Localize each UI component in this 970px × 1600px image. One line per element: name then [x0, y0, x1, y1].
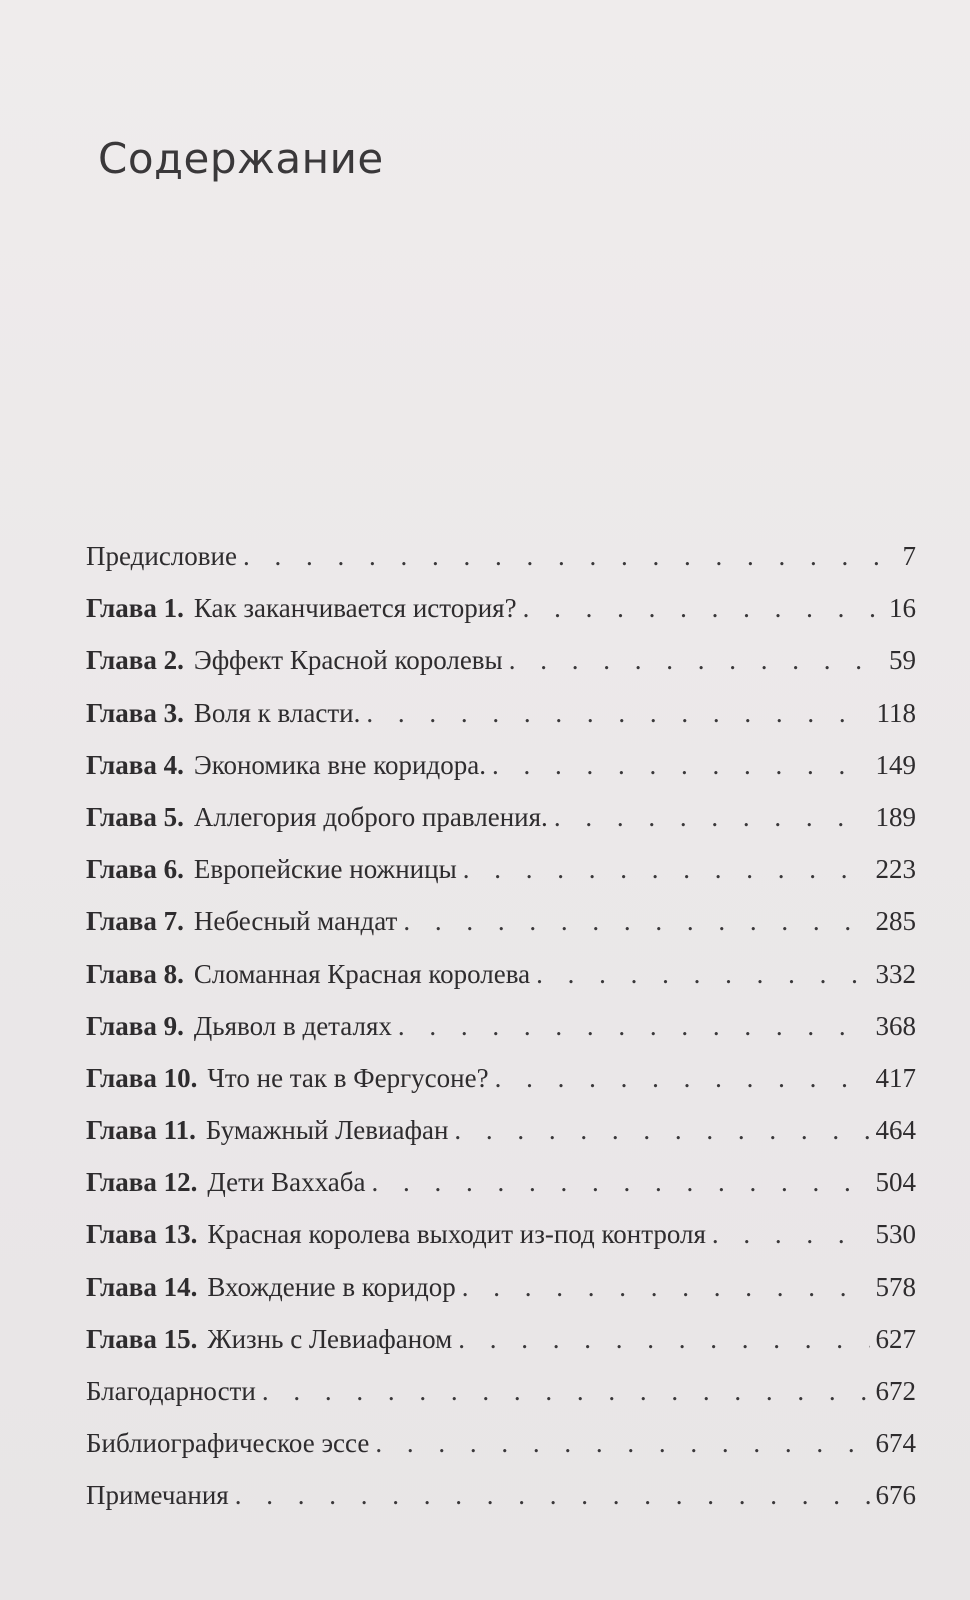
entry-title: Бумажный Левиафан	[205, 1115, 449, 1146]
toc-entry	[86, 849, 916, 901]
toc-entry	[86, 1162, 916, 1214]
toc-entry	[86, 1214, 916, 1266]
dot-leader	[403, 901, 869, 941]
toc-entry	[86, 640, 916, 692]
chapter-number: Глава 9.	[86, 1010, 184, 1041]
dot-leader	[463, 849, 870, 889]
page-number: 578	[875, 1271, 916, 1302]
dot-leader	[495, 1058, 870, 1098]
page-title: Содержание	[98, 134, 384, 183]
page-number: 676	[875, 1480, 916, 1511]
entry-title: Предисловие	[86, 541, 237, 571]
dot-leader	[554, 797, 870, 837]
chapter-number: Глава 4.	[86, 749, 184, 780]
dot-leader	[366, 693, 870, 733]
chapter-number: Глава 13.	[86, 1219, 198, 1250]
page-number: 59	[889, 645, 916, 676]
entry-title: Европейские ножницы	[193, 854, 457, 885]
toc-entry	[86, 1319, 916, 1371]
page-number: 627	[875, 1323, 916, 1354]
chapter-number: Глава 10.	[86, 1062, 198, 1093]
chapter-number: Глава 8.	[86, 958, 184, 989]
chapter-number: Глава 5.	[86, 801, 184, 832]
dot-leader	[536, 954, 869, 994]
page-number: 7	[902, 541, 916, 571]
toc-entry	[86, 1267, 916, 1319]
page-number: 672	[875, 1376, 916, 1406]
dot-leader	[371, 1162, 869, 1202]
page-number: 417	[875, 1062, 916, 1093]
page-number: 118	[876, 697, 916, 728]
toc-entry	[86, 745, 916, 797]
dot-leader	[712, 1214, 870, 1254]
entry-title: Небесный мандат	[193, 906, 398, 937]
toc-entry	[86, 1110, 916, 1162]
toc-entry	[86, 901, 916, 953]
entry-title: Эффект Красной королевы	[193, 645, 503, 676]
dot-leader	[523, 588, 880, 628]
toc-entry	[86, 1475, 916, 1527]
page-number: 223	[875, 854, 916, 885]
entry-title: Красная королева выходит из-под контроля	[207, 1219, 706, 1250]
table-of-contents	[86, 536, 916, 1528]
entry-title: Дьявол в деталях	[193, 1010, 392, 1041]
dot-leader	[243, 536, 880, 576]
chapter-number: Глава 1.	[86, 593, 184, 624]
entry-title: Дети Ваххаба	[207, 1167, 366, 1198]
page-number: 674	[875, 1428, 916, 1459]
toc-entry	[86, 797, 916, 849]
entry-title: Вхождение в коридор	[207, 1271, 456, 1302]
dot-leader	[262, 1371, 870, 1411]
entry-title: Сломанная Красная королева	[193, 958, 531, 989]
chapter-number: Глава 7.	[86, 906, 184, 937]
entry-title: Библиографическое эссе	[86, 1428, 370, 1459]
dot-leader	[398, 1006, 870, 1046]
toc-entry	[86, 1371, 916, 1423]
page-number: 285	[875, 906, 916, 937]
page-number: 189	[875, 801, 916, 832]
chapter-number: Глава 15.	[86, 1323, 198, 1354]
page-number: 368	[875, 1010, 916, 1041]
toc-entry	[86, 1006, 916, 1058]
toc-entry	[86, 536, 916, 588]
toc-entry	[86, 693, 916, 745]
chapter-number: Глава 12.	[86, 1167, 198, 1198]
entry-title: Жизнь с Левиафаном	[207, 1323, 453, 1354]
toc-entry	[86, 1058, 916, 1110]
toc-entry	[86, 954, 916, 1006]
entry-title: Как заканчивается история?	[193, 593, 517, 624]
entry-title: Благодарности	[86, 1376, 256, 1406]
dot-leader	[375, 1423, 869, 1463]
page-number: 504	[875, 1167, 916, 1198]
dot-leader	[462, 1267, 870, 1307]
entry-title: Экономика вне коридора.	[193, 749, 486, 780]
entry-title: Аллегория доброго правления.	[193, 801, 548, 832]
page-number: 332	[875, 958, 916, 989]
entry-title: Что не так в Фергусоне?	[207, 1062, 489, 1093]
chapter-number: Глава 6.	[86, 854, 184, 885]
dot-leader	[458, 1319, 869, 1359]
dot-leader	[454, 1110, 869, 1150]
entry-title: Примечания	[86, 1480, 229, 1511]
toc-entry	[86, 588, 916, 640]
dot-leader	[492, 745, 870, 785]
entry-title: Воля к власти.	[193, 697, 361, 728]
chapter-number: Глава 3.	[86, 697, 184, 728]
page-number: 149	[875, 749, 916, 780]
chapter-number: Глава 11.	[86, 1115, 196, 1146]
chapter-number: Глава 14.	[86, 1271, 198, 1302]
toc-entry	[86, 1423, 916, 1475]
dot-leader	[509, 640, 880, 680]
page-number: 464	[875, 1115, 916, 1146]
page-number: 530	[875, 1219, 916, 1250]
chapter-number: Глава 2.	[86, 645, 184, 676]
dot-leader	[235, 1475, 870, 1515]
page-number: 16	[889, 593, 916, 624]
